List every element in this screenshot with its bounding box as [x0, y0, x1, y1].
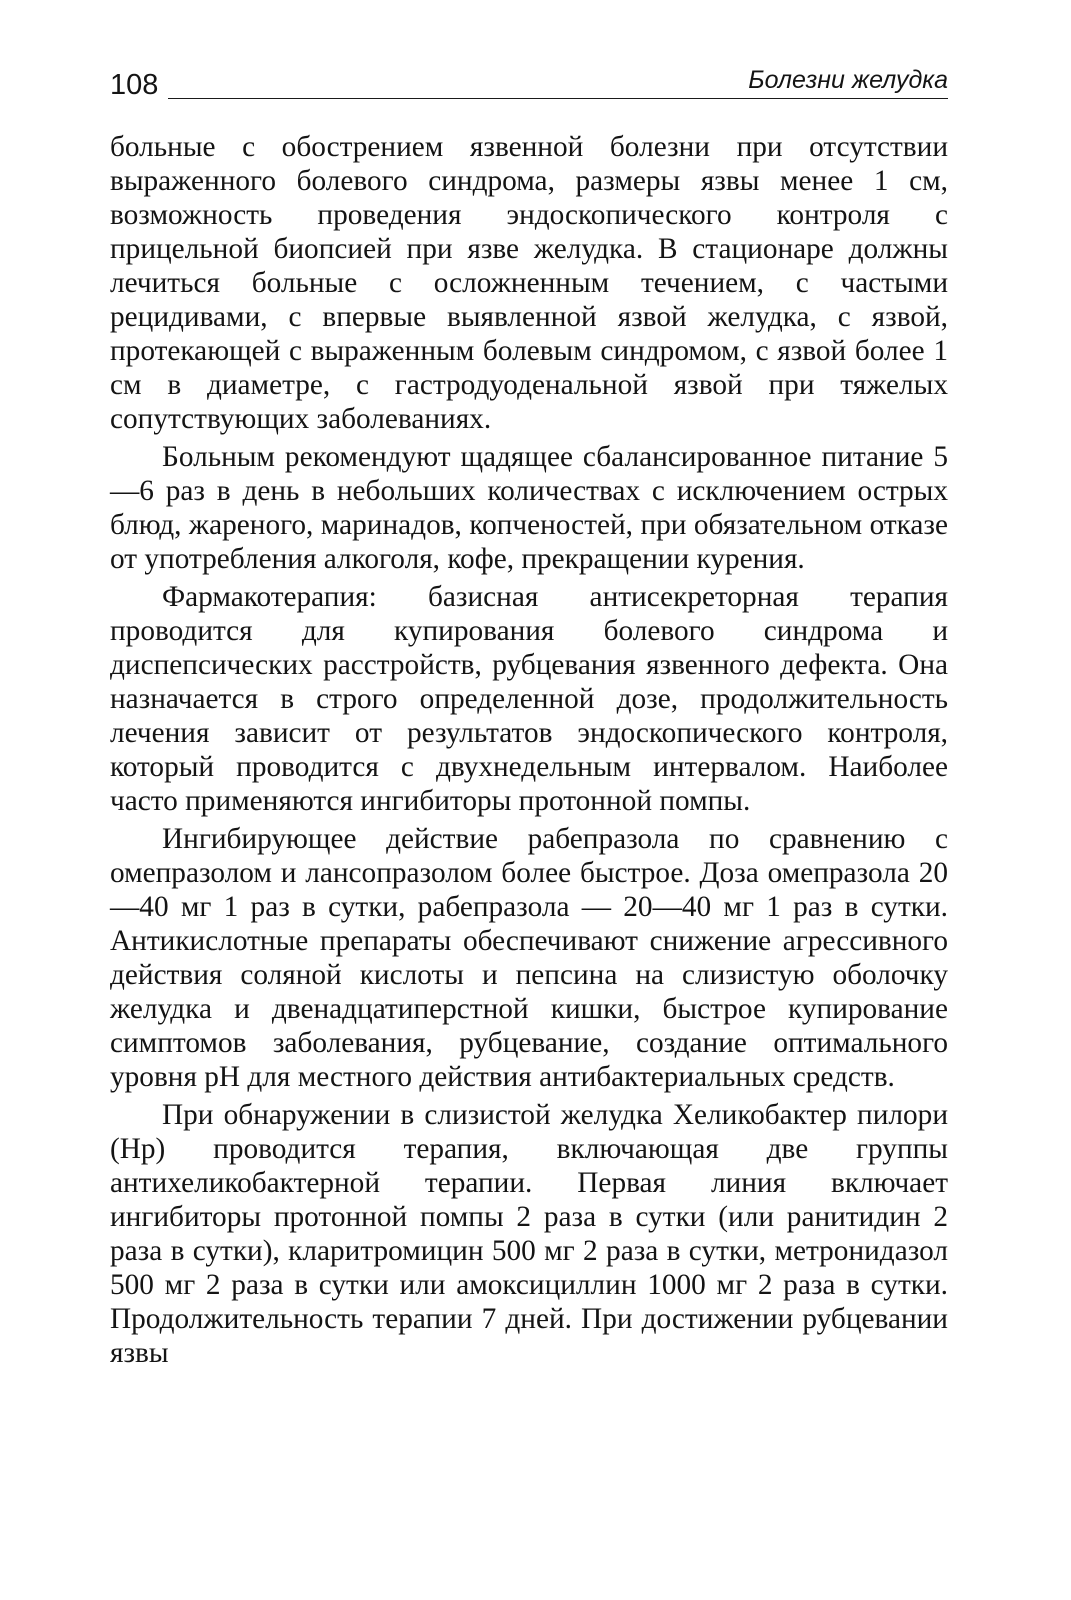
body-text	[110, 130, 948, 1370]
running-title: Болезни желудка	[748, 66, 948, 94]
paragraph-pharmacotherapy: Фармакотерапия: базисная антисекреторная терапия проводится для купирования болевого синдрома и диспепсических расстройств, рубцевания язвенного дефекта. Она назначается в строго определенной дозе, продолжительность лечения зависит от результатов эндоскопического контроля, который проводится с двухнедельным интервалом. Наиболее часто применяются ингибиторы протонной помпы.	[110, 581, 948, 817]
paragraph-rabeprazole: Ингибирующее действие рабепразола по сравнению с омепразолом и лансопразолом более быстрое. Доза омепразола 20—40 мг 1 раз в сутки, рабепразола — 20—40 мг 1 раз в сутки. Антикислотные препараты обеспечивают снижение агрессивного действия соляной кислоты и пепсина на слизистую оболочку желудка и двенадцатиперстной кишки, быстрое купирование симптомов заболевания, рубцевание, создание оптимального уровня pH для местного действия антибактериальных средств.	[110, 823, 948, 1093]
paragraph-diet: Больным рекомендуют щадящее сбалансированное питание 5—6 раз в день в небольших количествах с исключением острых блюд, жареного, маринадов, копченостей, при обязательном отказе от употребления алкоголя, кофе, прекращении курения.	[110, 441, 948, 575]
book-page	[110, 54, 948, 1554]
paragraph-helicobacter: При обнаружении в слизистой желудка Хеликобактер пилори (Hp) проводится терапия, включающая две группы антихеликобактерной терапии. Первая линия включает ингибиторы протонной помпы 2 раза в сутки (или ранитидин 2 раза в сутки), кларитромицин 500 мг 2 раза в сутки, метронидазол 500 мг 2 раза в сутки или амоксициллин 1000 мг 2 раза в сутки. Продолжительность терапии 7 дней. При достижении рубцевании язвы	[110, 1099, 948, 1369]
page-header	[110, 54, 948, 99]
paragraph-continuation: больные с обострением язвенной болезни при отсутствии выраженного болевого синдрома, размеры язвы менее 1 см, возможность проведения эндоскопического контроля с прицельной биопсией при язве желудка. В стационаре должны лечиться больные с осложненным течением, с частыми рецидивами, с впервые выявленной язвой желудка, с язвой, протекающей с выраженным болевым синдромом, с язвой более 1 см в диаметре, с гастродуоденальной язвой при тяжелых сопутствующих заболеваниях.	[110, 131, 948, 435]
page-number: 108	[110, 71, 168, 100]
